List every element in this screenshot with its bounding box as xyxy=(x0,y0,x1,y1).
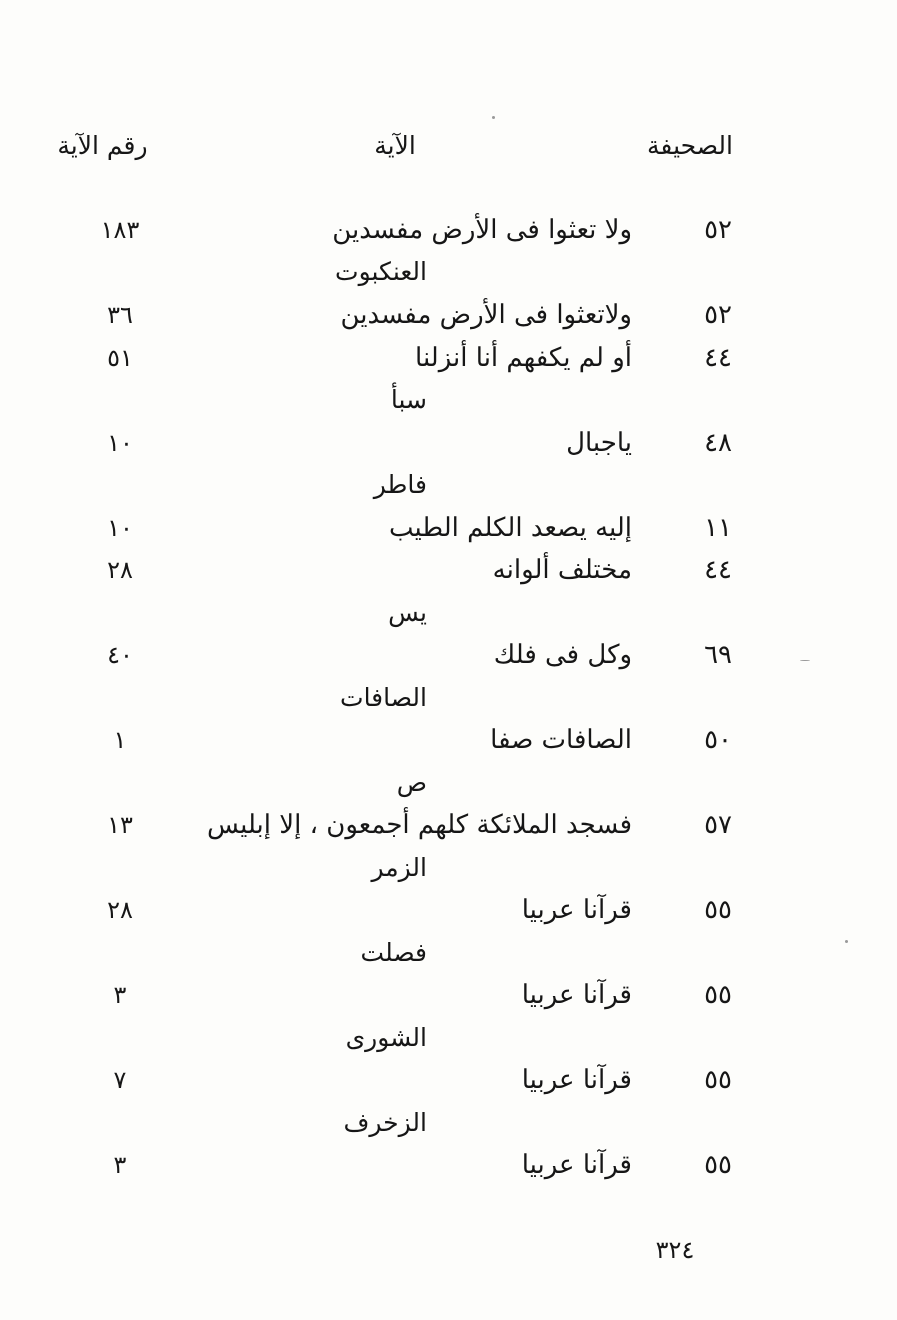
verse-text: قرآنا عربيا xyxy=(521,980,632,1010)
page-ref: ٥٠ xyxy=(704,725,732,755)
index-row xyxy=(0,973,897,1017)
verse-number: ٤٠ xyxy=(107,641,133,669)
index-row xyxy=(0,548,897,592)
verse-number: ٢٨ xyxy=(107,896,133,924)
index-row xyxy=(0,336,897,380)
verse-number: ١٣ xyxy=(107,811,133,839)
paper-speck xyxy=(492,116,495,119)
paper-speck xyxy=(800,660,810,661)
sura-name: سبأ xyxy=(390,385,427,414)
page-ref: ٥٥ xyxy=(704,980,732,1010)
paper-speck xyxy=(845,940,848,943)
sura-name: فاطر xyxy=(373,470,427,499)
sura-name: الصافات xyxy=(340,683,427,712)
index-row xyxy=(0,293,897,337)
verse-text: الصافات صفا xyxy=(490,725,632,755)
sura-name: الزخرف xyxy=(343,1108,427,1137)
page-ref: ٥٥ xyxy=(704,895,732,925)
verse-number: ٣ xyxy=(113,1151,127,1179)
verse-number: ١٠ xyxy=(107,429,133,457)
index-row xyxy=(0,421,897,465)
verse-text: أو لم يكفهم أنا أنزلنا xyxy=(415,343,632,373)
index-row xyxy=(0,633,897,677)
sura-heading-row xyxy=(0,591,897,635)
verse-text: فسجد الملائكة كلهم أجمعون ، إلا إبليس xyxy=(206,810,632,840)
sura-name: فصلت xyxy=(360,938,427,967)
page-ref: ٥٢ xyxy=(704,215,732,245)
header-verse-column: الآية xyxy=(374,131,416,160)
verse-text: ولاتعثوا فى الأرض مفسدين xyxy=(340,300,632,330)
sura-heading-row xyxy=(0,1016,897,1060)
verse-number: ٥١ xyxy=(107,344,133,372)
sura-heading-row xyxy=(0,378,897,422)
verse-text: قرآنا عربيا xyxy=(521,1150,632,1180)
verse-number: ١ xyxy=(113,726,127,754)
sura-name: يس xyxy=(388,598,427,627)
verse-number: ١٠ xyxy=(107,514,133,542)
index-row xyxy=(0,1058,897,1102)
sura-heading-row xyxy=(0,846,897,890)
verse-number: ٢٨ xyxy=(107,556,133,584)
verse-number: ٣٦ xyxy=(107,301,133,329)
index-row xyxy=(0,803,897,847)
page-ref: ٦٩ xyxy=(704,640,732,670)
page-ref: ٤٤ xyxy=(704,555,732,585)
index-row xyxy=(0,888,897,932)
verse-number: ٣ xyxy=(113,981,127,1009)
page-number: ٣٢٤ xyxy=(655,1236,695,1264)
header-page-column: الصحيفة xyxy=(647,131,733,160)
sura-name: ص xyxy=(396,768,427,797)
page-ref: ٥٥ xyxy=(704,1150,732,1180)
verse-text: قرآنا عربيا xyxy=(521,1065,632,1095)
page-ref: ٥٢ xyxy=(704,300,732,330)
verse-text: مختلف ألوانه xyxy=(492,555,632,585)
verse-number: ٧ xyxy=(113,1066,127,1094)
page-ref: ٤٤ xyxy=(704,343,732,373)
index-row xyxy=(0,506,897,550)
verse-text: قرآنا عربيا xyxy=(521,895,632,925)
sura-heading-row xyxy=(0,463,897,507)
sura-heading-row xyxy=(0,676,897,720)
sura-heading-row xyxy=(0,931,897,975)
verse-text: إليه يصعد الكلم الطيب xyxy=(389,513,632,543)
page-ref: ٤٨ xyxy=(704,428,732,458)
page-ref: ٥٧ xyxy=(704,810,732,840)
index-row xyxy=(0,208,897,252)
index-row xyxy=(0,1143,897,1187)
sura-name: الشورى xyxy=(345,1023,427,1052)
verse-text: ولا تعثوا فى الأرض مفسدين xyxy=(332,215,632,245)
verse-text: وكل فى فلك xyxy=(493,640,632,670)
sura-heading-row xyxy=(0,761,897,805)
page-ref: ٥٥ xyxy=(704,1065,732,1095)
index-row xyxy=(0,718,897,762)
sura-heading-row xyxy=(0,250,897,294)
sura-name: العنكبوت xyxy=(335,257,427,286)
verse-text: ياجبال xyxy=(566,428,632,458)
header-verse-number-column: رقم الآية xyxy=(57,131,148,160)
sura-heading-row xyxy=(0,1101,897,1145)
page-ref: ١١ xyxy=(704,513,732,543)
sura-name: الزمر xyxy=(371,853,427,882)
verse-number: ١٨٣ xyxy=(100,216,140,244)
